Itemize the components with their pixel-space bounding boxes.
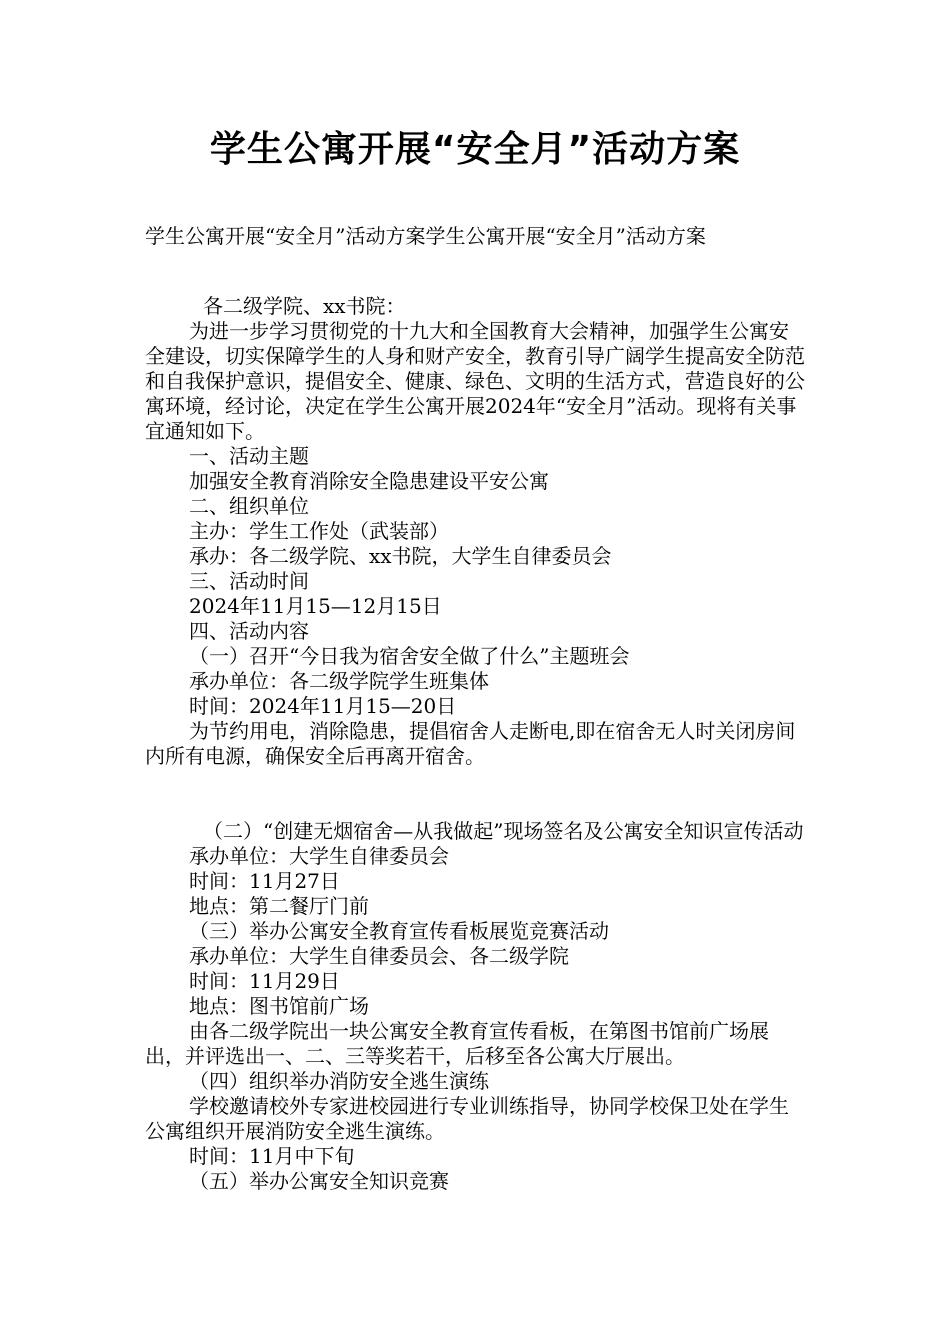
section-heading-organizer: 二、组织单位	[189, 494, 309, 518]
theme-text: 加强安全教育消除安全隐患建设平安公寓	[189, 469, 549, 493]
item-5-title: （五）举办公寓安全知识竞赛	[189, 1169, 449, 1193]
spacer	[145, 769, 807, 819]
item-2-time: 时间：11月27日	[189, 869, 340, 893]
co-host-line: 承办：各二级学院、xx书院，大学生自律委员会	[189, 544, 612, 568]
section-heading-time: 三、活动时间	[189, 569, 309, 593]
power-saving-paragraph: 为节约用电，消除隐患，提倡宿舍人走断电,即在宿舍无人时关闭房间内所有电源，确保安全后再离开宿舍。	[145, 719, 796, 768]
item-2-location: 地点：第二餐厅门前	[189, 894, 369, 918]
item-3-location: 地点：图书馆前广场	[189, 994, 369, 1018]
item-1-title: （一）召开“今日我为宿舍安全做了什么”主题班会	[189, 644, 630, 668]
document-subtitle: 学生公寓开展“安全月”活动方案学生公寓开展“安全月”活动方案	[145, 224, 706, 248]
item-1-time: 时间：2024年11月15—20日	[189, 694, 457, 718]
document-title: 学生公寓开展“安全月”活动方案	[209, 129, 741, 170]
activity-time: 2024年11月15—12月15日	[189, 594, 442, 618]
document-body	[145, 224, 807, 1194]
item-4-title: （四）组织举办消防安全逃生演练	[189, 1069, 489, 1093]
item-3-organizer: 承办单位：大学生自律委员会、各二级学院	[189, 944, 569, 968]
section-heading-content: 四、活动内容	[189, 619, 309, 643]
item-4-time: 时间：11月中下旬	[189, 1144, 355, 1168]
section-heading-theme: 一、活动主题	[189, 444, 309, 468]
board-paragraph: 由各二级学院出一块公寓安全教育宣传看板，在第图书馆前广场展出，并评选出一、二、三等奖若干，后移至各公寓大厅展出。	[145, 1019, 769, 1068]
item-3-time: 时间：11月29日	[189, 969, 340, 993]
item-2-organizer: 承办单位：大学生自律委员会	[189, 844, 449, 868]
salutation: 各二级学院、xx书院：	[203, 294, 406, 318]
item-2-title: （二）“创建无烟宿舍—从我做起”现场签名及公寓安全知识宣传活动	[203, 819, 804, 843]
item-3-title: （三）举办公寓安全教育宣传看板展览竞赛活动	[189, 919, 609, 943]
item-1-organizer: 承办单位：各二级学院学生班集体	[189, 669, 489, 693]
intro-paragraph: 为进一步学习贯彻党的十九大和全国教育大会精神，加强学生公寓安全建设，切实保障学生的人身和财产安全，教育引导广阔学生提高安全防范和自我保护意识，提倡安全、健康、绿色、文明的生活方式，营造良好的公寓环境，经讨论，决定在学生公寓开展2024年“安全月”活动。现将有关事宜通知如下。	[145, 319, 805, 443]
spacer	[145, 249, 807, 294]
drill-paragraph: 学校邀请校外专家进校园进行专业训练指导，协同学校保卫处在学生公寓组织开展消防安全逃生演练。	[145, 1094, 789, 1143]
host-line: 主办：学生工作处（武装部）	[189, 519, 449, 543]
